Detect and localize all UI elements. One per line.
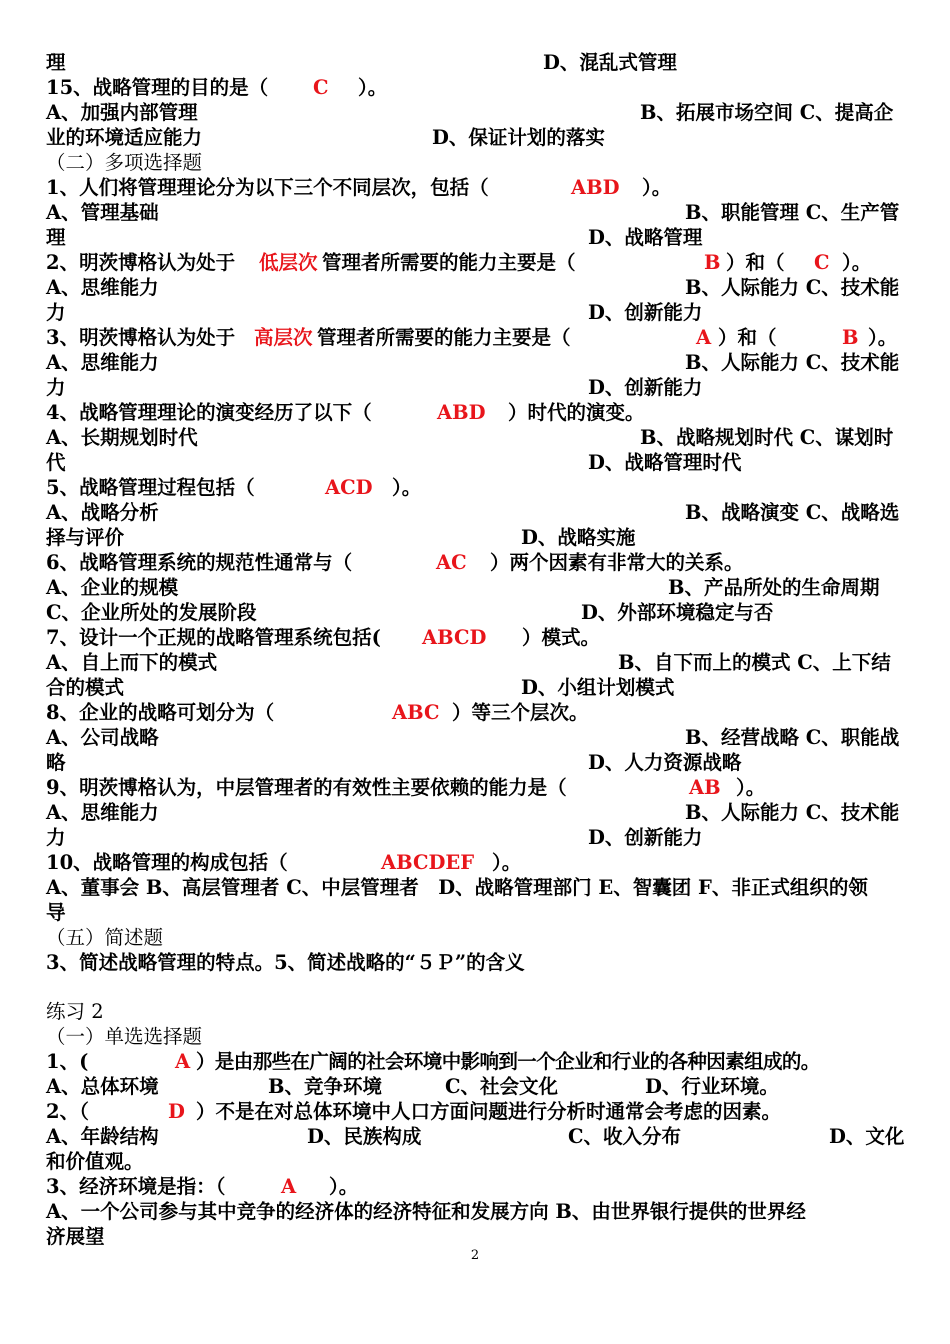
option-text: A、公司战略 (46, 726, 159, 749)
question-text: 管理者所需要的能力主要是（ (317, 326, 571, 349)
answer-text: B (842, 326, 859, 349)
answer-text: ABD (571, 176, 620, 199)
section-title: （二）多项选择题 (46, 151, 203, 174)
question-text: 7、设计一个正规的战略管理系统包括( (46, 626, 381, 649)
question-text-end: ）。 (329, 1175, 359, 1198)
option-text: B、自下而上的模式 C、上下结 (618, 651, 891, 674)
section-title: （一）单选选择题 (46, 1025, 203, 1048)
text-line (46, 875, 908, 900)
exercise-heading (46, 999, 908, 1024)
question-text-end: ）模式。 (522, 626, 601, 649)
question-text: ）和（ (718, 326, 777, 349)
option-text: A、总体环境 (46, 1075, 159, 1098)
option-text: 择与评价 (46, 526, 125, 549)
question-text-end: ）。 (736, 776, 766, 799)
text-line (46, 225, 908, 250)
option-text: A、战略分析 (46, 501, 159, 524)
answer-text: ABC (392, 701, 440, 724)
question-text-end: ）两个因素有非常大的关系。 (490, 551, 744, 574)
option-text: A、思维能力 (46, 351, 159, 374)
option-text: D、混乱式管理 (543, 51, 677, 74)
question-text-end: ）。 (868, 326, 898, 349)
question-text: 2、明茨博格认为处于 (46, 251, 236, 274)
answer-text: D (168, 1100, 185, 1123)
option-text: D、外部环境稳定与否 (581, 601, 774, 624)
option-text: D、民族构成 (307, 1125, 422, 1148)
text-line (46, 575, 908, 600)
option-text: D、创新能力 (588, 826, 703, 849)
answer-text: AC (436, 551, 467, 574)
text-line (46, 800, 908, 825)
option-text: B、职能管理 C、生产管 (685, 201, 900, 224)
option-text: A、年龄结构 (46, 1125, 159, 1148)
option-text: A、加强内部管理 (46, 101, 198, 124)
option-text: 业的环境适应能力 (46, 126, 203, 149)
option-text: D、小组计划模式 (521, 676, 675, 699)
text-line (46, 50, 908, 75)
section-heading (46, 150, 908, 175)
option-text: D、文化 (829, 1125, 905, 1148)
question-line (46, 175, 908, 200)
question-text: ）和（ (726, 251, 785, 274)
question-text: 15、战略管理的目的是（ (46, 76, 269, 99)
option-text: D、战略管理 (588, 226, 703, 249)
answer-text: C (313, 76, 329, 99)
option-text: 导 (46, 901, 66, 924)
answer-text: A (696, 326, 712, 349)
option-text: 和价值观。 (46, 1150, 144, 1173)
option-text: D、人力资源战略 (588, 751, 742, 774)
text-line (46, 1199, 908, 1224)
option-text: D、战略实施 (521, 526, 636, 549)
section-heading (46, 925, 908, 950)
answer-text: ABCDEF (381, 851, 475, 874)
question-text-end: ）。 (358, 76, 388, 99)
option-text: A、自上而下的模式 (46, 651, 218, 674)
option-text: 济展望 (46, 1225, 105, 1248)
text-line (46, 500, 908, 525)
question-text-end: ）。 (392, 476, 422, 499)
answer-text: ABCD (422, 626, 487, 649)
text-line (46, 350, 908, 375)
text-line (46, 275, 908, 300)
answer-text: ACD (325, 476, 373, 499)
question-line (46, 400, 908, 425)
option-text: B、战略演变 C、战略选 (685, 501, 900, 524)
text-line (46, 375, 908, 400)
text-line (46, 425, 908, 450)
option-text: B、人际能力 C、技术能 (685, 351, 900, 374)
question-line (46, 1049, 908, 1074)
page-number: 2 (470, 1248, 480, 1263)
highlight-text: 低层次 (259, 251, 318, 274)
answer-text: AB (689, 776, 721, 799)
text-line (46, 125, 908, 150)
text-line (46, 750, 908, 775)
highlight-text: 高层次 (254, 326, 313, 349)
question-text-end: ）。 (842, 251, 872, 274)
option-text: B、战略规划时代 C、谋划时 (640, 426, 894, 449)
option-text: D、创新能力 (588, 301, 703, 324)
option-text: 理 (46, 226, 66, 249)
option-text: 代 (46, 451, 66, 474)
question-text: 6、战略管理系统的规范性通常与（ (46, 551, 353, 574)
question-text-end: ）是由那些在广阔的社会环境中影响到一个企业和行业的各种因素组成的。 (196, 1050, 820, 1073)
text-line (46, 100, 908, 125)
question-line (46, 75, 908, 100)
question-text-end: ）。 (492, 851, 522, 874)
question-line (46, 625, 908, 650)
text-line (46, 300, 908, 325)
question-text-end: ）时代的演变。 (508, 401, 645, 424)
question-line (46, 325, 908, 350)
option-text: D、行业环境。 (645, 1075, 779, 1098)
line-text: 理 (46, 51, 66, 74)
option-text: A、思维能力 (46, 276, 159, 299)
option-text: C、收入分布 (568, 1125, 682, 1148)
option-text: B、人际能力 C、技术能 (685, 801, 900, 824)
question-text: 1、( (46, 1050, 89, 1073)
question-text: 1、人们将管理理论分为以下三个不同层次，包括（ (46, 176, 489, 199)
question-line (46, 775, 908, 800)
option-text: 合的模式 (46, 676, 125, 699)
option-text: D、创新能力 (588, 376, 703, 399)
option-text: B、人际能力 C、技术能 (685, 276, 900, 299)
question-line (46, 550, 908, 575)
question-line (46, 250, 908, 275)
question-text: 9、明茨博格认为，中层管理者的有效性主要依赖的能力是（ (46, 776, 567, 799)
question-text-end: ）不是在对总体环境中人口方面问题进行分析时通常会考虑的因素。 (196, 1100, 782, 1123)
option-text: C、社会文化 (445, 1075, 559, 1098)
option-text: B、拓展市场空间 C、提高企 (640, 101, 894, 124)
answer-text: A (175, 1050, 191, 1073)
answer-text: ABD (437, 401, 486, 424)
exercise-title: 练习 2 (46, 1000, 104, 1023)
text-line (46, 675, 908, 700)
text-line (46, 1074, 908, 1099)
option-text: C、企业所处的发展阶段 (46, 601, 257, 624)
answer-text: A (281, 1175, 297, 1198)
text-line (46, 900, 908, 925)
text-line (46, 825, 908, 850)
question-line (46, 475, 908, 500)
question-line (46, 700, 908, 725)
answer-text: C (814, 251, 830, 274)
text-line (46, 950, 908, 975)
option-text: 力 (46, 376, 66, 399)
option-text: A、管理基础 (46, 201, 159, 224)
question-text: 3、明茨博格认为处于 (46, 326, 236, 349)
option-text: B、经营战略 C、职能战 (685, 726, 900, 749)
option-text: 力 (46, 826, 66, 849)
text-line (46, 450, 908, 475)
option-text: D、保证计划的落实 (432, 126, 605, 149)
option-text: 力 (46, 301, 66, 324)
text-line (46, 525, 908, 550)
text-line (46, 725, 908, 750)
text-line (46, 200, 908, 225)
option-text: A、一个公司参与其中竞争的经济体的经济特征和发展方向 B、由世界银行提供的世界经 (46, 1200, 806, 1223)
question-line (46, 1174, 908, 1199)
option-text: B、产品所处的生命周期 (668, 576, 880, 599)
text-line (46, 1149, 908, 1174)
question-text: 2、（ (46, 1100, 89, 1123)
option-text: 略 (46, 751, 66, 774)
option-text: A、企业的规模 (46, 576, 179, 599)
question-text: 4、战略管理理论的演变经历了以下（ (46, 401, 372, 424)
question-text: 10、战略管理的构成包括（ (46, 851, 288, 874)
question-text: 3、经济环境是指：（ (46, 1175, 226, 1198)
text-line (46, 1124, 908, 1149)
section-title: （五）简述题 (46, 926, 164, 949)
question-line (46, 1099, 908, 1124)
question-text-end: ）。 (642, 176, 672, 199)
section-heading (46, 1024, 908, 1049)
option-text: A、董事会 B、高层管理者 C、中层管理者 D、战略管理部门 E、智囊团 F、非正式组织的领 (46, 876, 868, 899)
text-line (46, 600, 908, 625)
option-text: B、竞争环境 (268, 1075, 382, 1098)
question-text-end: ）等三个层次。 (452, 701, 589, 724)
question-text: 管理者所需要的能力主要是（ (322, 251, 576, 274)
question-text: 3、简述战略管理的特点。5、简述战略的“５Ｐ”的含义 (46, 951, 525, 974)
option-text: A、长期规划时代 (46, 426, 198, 449)
option-text: A、思维能力 (46, 801, 159, 824)
text-line (46, 650, 908, 675)
answer-text: B (704, 251, 721, 274)
question-text: 5、战略管理过程包括（ (46, 476, 255, 499)
text-line (46, 1224, 908, 1249)
question-text: 8、企业的战略可划分为（ (46, 701, 275, 724)
question-line (46, 850, 908, 875)
option-text: D、战略管理时代 (588, 451, 742, 474)
